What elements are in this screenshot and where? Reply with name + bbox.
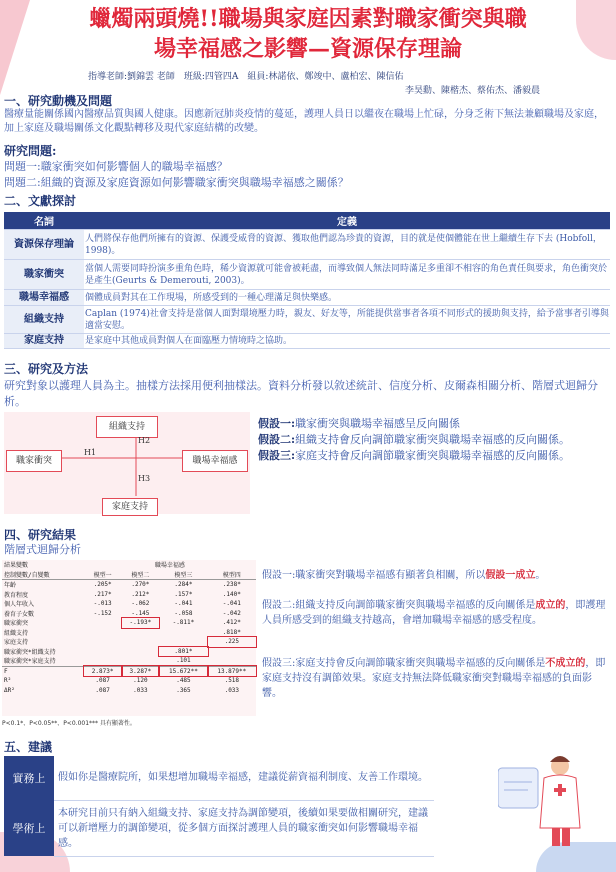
reg-cell bbox=[84, 618, 122, 628]
hypothesis-1-label: 假設一: bbox=[258, 417, 296, 430]
reg-cell bbox=[208, 647, 256, 657]
table-row bbox=[2, 647, 256, 657]
reg-cell: .140* bbox=[222, 590, 241, 598]
reg-cell: -.193* bbox=[122, 618, 160, 628]
regression-subtitle: 階層式迴歸分析 bbox=[4, 543, 81, 556]
model-box-org-support: 組織支持 bbox=[96, 416, 158, 438]
table-row bbox=[4, 306, 610, 334]
result-3-text: 假設三:家庭支持會反向調節職家衝突與職場幸福感的反向關係是 bbox=[262, 658, 546, 669]
suggestion-row-practice bbox=[4, 756, 434, 800]
literature-col-def: 定義 bbox=[84, 212, 610, 230]
reg-row-label: 家庭支持 bbox=[4, 639, 29, 647]
reg-head-result: 結果變數 bbox=[4, 562, 29, 570]
reg-row-label: 職家衝突*家庭支持 bbox=[4, 658, 56, 666]
suggestion-key-academic: 學術上 bbox=[4, 800, 54, 856]
reg-head-row1 bbox=[2, 560, 256, 570]
reg-cell bbox=[122, 637, 160, 647]
suggestion-text-practice: 假如你是醫療院所，如果想增加職場幸福感，建議從薪資福利制度、友善工作環境。 bbox=[54, 756, 434, 800]
reg-cell: .033 bbox=[224, 686, 240, 694]
poster-title-line1: 蠟燭兩頭燒!!職場與家庭因素對職家衝突與職 bbox=[89, 6, 527, 32]
question-1: 問題一:職家衝突如何影響個人的職場幸福感？ bbox=[4, 160, 228, 173]
reg-cell: .101 bbox=[176, 657, 191, 665]
label-h2: H2 bbox=[138, 436, 151, 445]
table-row bbox=[2, 676, 256, 686]
result-3 bbox=[262, 656, 608, 701]
result-1-verdict: 假設一成立 bbox=[485, 570, 536, 581]
reg-cell: 15.672** bbox=[159, 666, 207, 676]
reg-cell: .212* bbox=[131, 590, 150, 598]
hypotheses bbox=[258, 416, 604, 464]
table-row bbox=[2, 618, 256, 628]
reg-cell: .087 bbox=[95, 686, 110, 694]
reg-cell bbox=[122, 628, 160, 638]
table-row bbox=[4, 290, 610, 306]
result-2-text: 假設二:組織支持反向調節職家衝突與職場幸福感的反向關係是 bbox=[262, 600, 536, 611]
reg-head-dep: 職場幸福感 bbox=[154, 562, 185, 570]
table-row bbox=[2, 580, 256, 590]
reg-cell bbox=[122, 656, 160, 666]
table-row bbox=[2, 599, 256, 609]
regression-table bbox=[2, 560, 256, 695]
result-1-text: 假設一:職家衝突對職場幸福感有顯著負相關，所以 bbox=[262, 570, 486, 581]
reg-cell: .518 bbox=[224, 677, 240, 685]
reg-cell bbox=[84, 656, 122, 666]
reg-cell: .087 bbox=[95, 677, 110, 685]
reg-cell bbox=[84, 647, 122, 657]
reg-head-model3: 模型三 bbox=[174, 571, 193, 579]
research-model bbox=[4, 412, 250, 514]
result-1 bbox=[262, 568, 608, 583]
result-1-end: 。 bbox=[535, 570, 546, 581]
reg-head-ctrl: 控制變數/自變數 bbox=[4, 571, 50, 579]
table-row bbox=[2, 666, 256, 676]
hypothesis-1-text: 職家衝突與職場幸福感呈反向關係 bbox=[295, 417, 461, 430]
reg-row-label: 養育子女數 bbox=[4, 610, 35, 618]
definition-cell: Caplan (1974)社會支持是當個人面對環境壓力時，親友、好友等，所能提供當事者各項不同形式的援助與支持，給予當事者引導與適當安慰。 bbox=[85, 308, 609, 331]
reg-head-model4: 模型四 bbox=[222, 571, 241, 579]
hypothesis-2-text: 組織支持會反向調節職家衝突與職場幸福感的反向關係。 bbox=[295, 433, 571, 446]
reg-cell: 13.879** bbox=[208, 666, 256, 676]
reg-cell: -.062 bbox=[131, 600, 150, 608]
reg-cell: .033 bbox=[133, 686, 148, 694]
section3-text: 研究對象以護理人員為主。抽樣方法採用便利抽樣法。資料分析發以敘述統計、信度分析、皮爾森相關分析、階層式迴歸分析。 bbox=[4, 379, 598, 408]
section1-heading: 一、研究動機及問題 bbox=[4, 94, 113, 108]
reg-cell: .284* bbox=[174, 581, 193, 589]
regression-table-wrap bbox=[2, 560, 256, 716]
term-cell: 組織支持 bbox=[4, 306, 84, 334]
result-2-verdict: 成立的 bbox=[535, 600, 566, 611]
suggestion-text-academic: 本研究目前只有納入組織支持、家庭支持為調節變項，後續如果要做相關研究，建議可以新增壓力的調節變項，從多個方面探討護理人員的職家衝突如何影響職場幸福感。 bbox=[54, 800, 434, 856]
reg-cell: .205* bbox=[93, 581, 112, 589]
questions-heading: 研究問題: bbox=[4, 144, 57, 158]
reg-row-label: F bbox=[4, 667, 8, 675]
table-row bbox=[2, 609, 256, 619]
suggestion-key-practice: 實務上 bbox=[4, 756, 54, 800]
authors-line2: 李昊勳、陳楷杰、蔡佑杰、潘毅晨 bbox=[404, 86, 540, 96]
definition-cell: 個體成員對其在工作現場，所感受到的一種心理滿足與快樂感。 bbox=[85, 292, 338, 303]
reg-row-label: 組織支持 bbox=[4, 629, 29, 637]
reg-cell bbox=[84, 628, 122, 638]
reg-cell: .485 bbox=[176, 677, 191, 685]
reg-cell bbox=[159, 637, 207, 647]
hypothesis-2 bbox=[258, 432, 604, 448]
hypothesis-1 bbox=[258, 416, 604, 432]
literature-col-term: 名詞 bbox=[4, 212, 84, 230]
reg-cell bbox=[84, 637, 122, 647]
definition-cell: 人們將保存他們所擁有的資源、保護受威脅的資源、獲取他們認為珍貴的資源，目的就是使個體能在世上繼續生存下去 (Hobfoll，1998)。 bbox=[85, 233, 602, 256]
suggestions-table bbox=[4, 756, 434, 857]
poster-title bbox=[0, 4, 616, 64]
reg-cell: .412* bbox=[222, 619, 241, 627]
reg-cell: .270* bbox=[131, 581, 150, 589]
reg-cell: -.152 bbox=[93, 609, 112, 617]
reg-cell: .238* bbox=[222, 581, 241, 589]
reg-cell: -.042 bbox=[222, 609, 241, 617]
reg-cell: -.013 bbox=[93, 600, 112, 608]
model-box-family-support: 家庭支持 bbox=[102, 498, 158, 516]
reg-row-label: 教育程度 bbox=[4, 591, 29, 599]
definition-cell: 當個人需要同時扮演多重角色時，稀少資源就可能會被耗盡，而導致個人無法同時滿足多重卻不相容的角色責任與要求，角色衝突於是產生(Geurts & Demerouti, 2003)。 bbox=[85, 263, 608, 286]
label-h3: H3 bbox=[138, 474, 151, 483]
question-2: 問題二:組織的資源及家庭資源如何影響職家衝突與職場幸福感之關係？ bbox=[4, 176, 349, 189]
reg-cell bbox=[122, 647, 160, 657]
table-row bbox=[4, 260, 610, 290]
reg-row-label: R² bbox=[4, 677, 12, 685]
reg-cell: -.058 bbox=[174, 609, 193, 617]
authors-line1: 指導老師:劉錦雲 老師 班級:四管四A 組員:林諾依、鄭竣中、盧柏宏、陳信佑 bbox=[88, 72, 404, 82]
reg-head-model1: 模型一 bbox=[93, 571, 112, 579]
hypothesis-2-label: 假設二: bbox=[258, 433, 296, 446]
reg-row-label: 職家衝突 bbox=[4, 620, 29, 628]
table-row bbox=[2, 686, 256, 696]
hypothesis-3-label: 假設三: bbox=[258, 449, 296, 462]
section4-heading: 四、研究結果 bbox=[4, 528, 77, 542]
literature-header-row bbox=[4, 212, 610, 230]
section5-heading: 五、建議 bbox=[4, 740, 53, 754]
result-2 bbox=[262, 598, 608, 628]
definition-cell: 是家庭中其他成員對個人在面臨壓力情境時之協助。 bbox=[85, 336, 293, 346]
table-row bbox=[4, 230, 610, 260]
term-cell: 職家衝突 bbox=[4, 260, 84, 290]
hypothesis-3 bbox=[258, 448, 604, 464]
reg-cell: -.041 bbox=[222, 600, 241, 608]
reg-cell: -.041 bbox=[174, 600, 193, 608]
reg-row-label: 年齡 bbox=[4, 582, 17, 590]
reg-cell: .217* bbox=[93, 590, 112, 598]
table-row bbox=[2, 637, 256, 647]
reg-cell: .801* bbox=[159, 647, 207, 657]
reg-cell bbox=[208, 656, 256, 666]
reg-cell: .157* bbox=[174, 590, 193, 598]
hypothesis-3-text: 家庭支持會反向調節職家衝突與職場幸福感的反向關係。 bbox=[295, 449, 571, 462]
result-3-verdict: 不成立的 bbox=[545, 658, 586, 669]
reg-row-label: 職家衝突*組織支持 bbox=[4, 648, 56, 656]
reg-cell: -.811* bbox=[172, 619, 195, 627]
result-3-end: ，即家庭支持沒有調節效果。家庭支持無法降低職家衝突對職場幸福感的負面影響。 bbox=[262, 658, 606, 699]
literature-table bbox=[4, 212, 610, 349]
suggestion-row-academic bbox=[4, 800, 434, 856]
term-cell: 職場幸福感 bbox=[4, 290, 84, 306]
reg-cell: .225 bbox=[208, 637, 256, 647]
table-row bbox=[2, 656, 256, 666]
reg-head-model2: 模型二 bbox=[131, 571, 150, 579]
reg-cell: -.145 bbox=[131, 609, 150, 617]
term-cell: 家庭支持 bbox=[4, 334, 84, 349]
section2-heading: 二、文獻探討 bbox=[4, 194, 77, 208]
reg-row-label: 個人年收入 bbox=[4, 601, 35, 609]
reg-cell: .365 bbox=[176, 686, 191, 694]
reg-row-label: ΔR² bbox=[4, 686, 15, 694]
result-2-end: ，即護理人員所感受到的組織支持越高，會增加職場幸福感的感受程度。 bbox=[262, 600, 606, 626]
model-box-conflict: 職家衝突 bbox=[6, 450, 62, 472]
reg-cell: 2.873* bbox=[84, 666, 122, 676]
model-box-wellbeing: 職場幸福感 bbox=[182, 450, 248, 472]
table-row bbox=[4, 334, 610, 349]
section1-text: 醫療量能關係國內醫療品質與國人健康。因應新冠肺炎疫情的蔓延，護理人員日以繼夜在職場上忙碌，分身乏術下無法兼顧職場及家庭，加上家庭及職場關係文化觀點轉移及現代家庭結構的改變。 bbox=[4, 109, 604, 134]
regression-note: P<0.1*、P<0.05**、P<0.001*** 具有顯著性。 bbox=[2, 720, 136, 727]
table-row bbox=[2, 590, 256, 600]
reg-cell: .120 bbox=[133, 677, 148, 685]
poster-title-line2: 場幸福感之影響—資源保存理論 bbox=[153, 36, 462, 62]
authors bbox=[80, 70, 600, 98]
label-h1: H1 bbox=[84, 448, 97, 457]
term-cell: 資源保存理論 bbox=[4, 230, 84, 260]
reg-head-row2 bbox=[2, 570, 256, 580]
reg-cell: 3.287* bbox=[122, 666, 160, 676]
reg-body bbox=[2, 580, 256, 696]
reg-cell bbox=[159, 628, 207, 638]
reg-cell: .818* bbox=[222, 628, 241, 636]
section3-heading: 三、研究及方法 bbox=[4, 362, 89, 376]
nurse-illustration bbox=[498, 748, 588, 848]
table-row bbox=[2, 628, 256, 638]
